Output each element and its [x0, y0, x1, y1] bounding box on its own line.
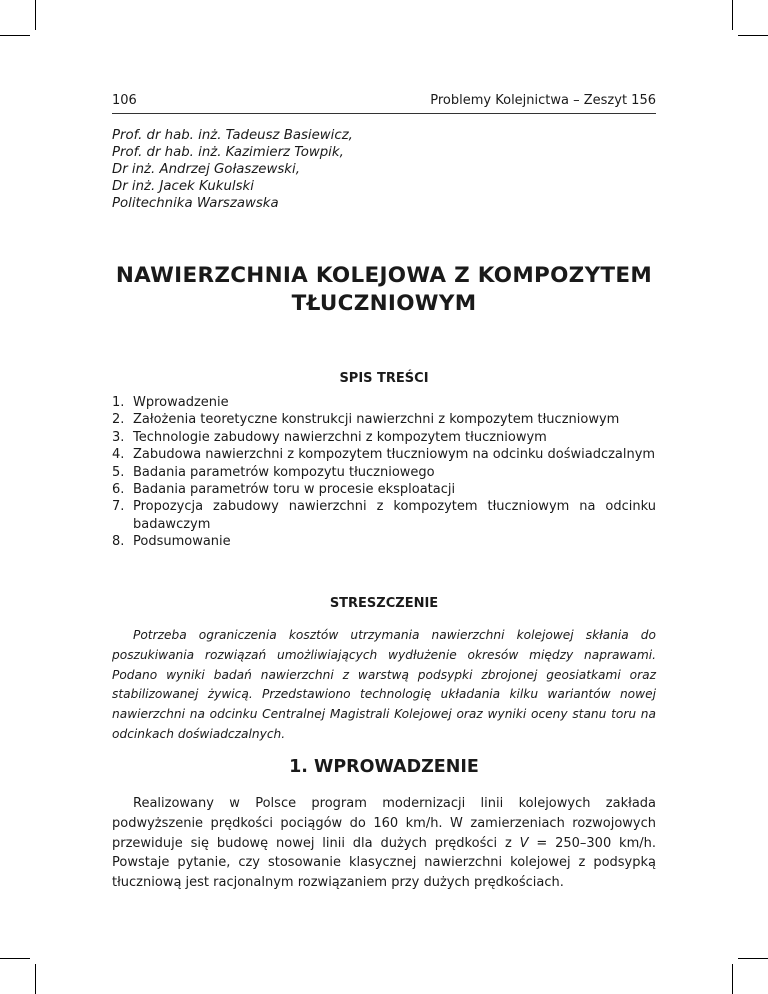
crop-mark-bottom-right-v	[732, 964, 733, 994]
toc-item	[112, 429, 656, 446]
toc-item	[112, 394, 656, 411]
crop-mark-top-right-v	[732, 0, 733, 30]
toc-item-text: Zabudowa nawierzchni z kompozytem tłuczniowym na odcinku doświadczalnym	[133, 447, 656, 463]
author-line: Prof. dr hab. inż. Tadeusz Basiewicz,	[112, 128, 353, 143]
paragraph-text-start: Realizowany w Polsce program modernizacji linii kolejowych zakłada podwyższenie prędkości pociągów do 160 km/h. W zamierzeniach rozwojowych przewiduje się budowę nowej linii dla dużych prędkości z	[112, 796, 656, 851]
crop-mark-top-right-h	[738, 35, 768, 36]
author-line: Dr inż. Jacek Kukulski	[112, 179, 254, 194]
toc-item	[112, 446, 656, 463]
toc-heading: SPIS TREŚCI	[339, 371, 429, 386]
article-title-line-1: NAWIERZCHNIA KOLEJOWA Z KOMPOZYTEM	[115, 263, 653, 288]
toc-item-text: Podsumowanie	[133, 534, 231, 550]
speed-symbol: V	[519, 835, 529, 851]
toc-item	[112, 533, 656, 550]
toc-item-number: 5.	[112, 464, 125, 480]
toc-item-number: 6.	[112, 482, 125, 498]
author-line: Dr inż. Andrzej Gołaszewski,	[112, 162, 300, 177]
toc-item	[112, 464, 656, 481]
toc-item-number: 2.	[112, 412, 125, 428]
toc-item-text: Badania parametrów toru w procesie eksploatacji	[133, 482, 456, 498]
toc-item	[112, 411, 656, 428]
toc-list	[112, 394, 656, 551]
crop-mark-bottom-left-v	[35, 964, 36, 994]
toc-item-number: 4.	[112, 447, 125, 463]
toc-item	[112, 481, 656, 498]
toc-item-text: Technologie zabudowy nawierzchni z kompozytem tłuczniowym	[133, 429, 547, 445]
crop-mark-top-left-v	[35, 0, 36, 30]
toc-item-text: Propozycja zabudowy nawierzchni z kompozytem tłuczniowym na odcinku badawczym	[133, 499, 656, 532]
toc-item-text: Wprowadzenie	[133, 395, 229, 410]
crop-mark-bottom-right-h	[738, 958, 768, 959]
toc-item-text: Badania parametrów kompozytu tłuczniowego	[133, 464, 435, 480]
toc-item	[112, 498, 656, 533]
toc-item-number: 7.	[112, 499, 125, 515]
running-title: Problemy Kolejnictwa – Zeszyt 156	[430, 93, 656, 108]
article-title-line-2: TŁUCZNIOWYM	[291, 291, 477, 316]
abstract-heading: STRESZCZENIE	[329, 596, 439, 611]
affiliation: Politechnika Warszawska	[112, 196, 279, 211]
toc-item-number: 8.	[112, 534, 125, 550]
article-title	[112, 262, 656, 318]
toc-item-number: 3.	[112, 429, 125, 445]
paragraph-text-end: = 250–300 km/h. Powstaje pytanie, czy stosowanie klasycznej nawierzchni kolejowej z podsypką tłuczniową jest racjonalnym rozwiązaniem przy dużych prędkościach.	[112, 835, 656, 891]
section-heading: 1. WPROWADZENIE	[289, 757, 479, 777]
crop-mark-bottom-left-h	[0, 958, 30, 959]
header-divider	[112, 113, 656, 114]
body-paragraph	[112, 794, 656, 893]
abstract-text: Potrzeba ograniczenia kosztów utrzymania nawierzchni kolejowej skłania do poszukiwania rozwiązań umożliwiających wydłużenie okresów między naprawami. Podano wyniki badań nawierzchni z warstwą podsypki zbrojonej geosiatkami oraz stabilizowanej żywicą. Przedstawiono technologię układania kilku wariantów nowej nawierzchni na odcinku Centralnej Magistrali Kolejowej oraz wyniki oceny stanu toru na odcinkach doświadczalnych.	[112, 628, 656, 741]
crop-mark-top-left-h	[0, 35, 30, 36]
toc-item-text: Założenia teoretyczne konstrukcji nawierzchni z kompozytem tłuczniowym	[133, 412, 620, 428]
toc-item-number: 1.	[112, 395, 125, 410]
author-line: Prof. dr hab. inż. Kazimierz Towpik,	[112, 145, 344, 160]
author-block	[112, 127, 353, 212]
page-number: 106	[112, 93, 137, 108]
